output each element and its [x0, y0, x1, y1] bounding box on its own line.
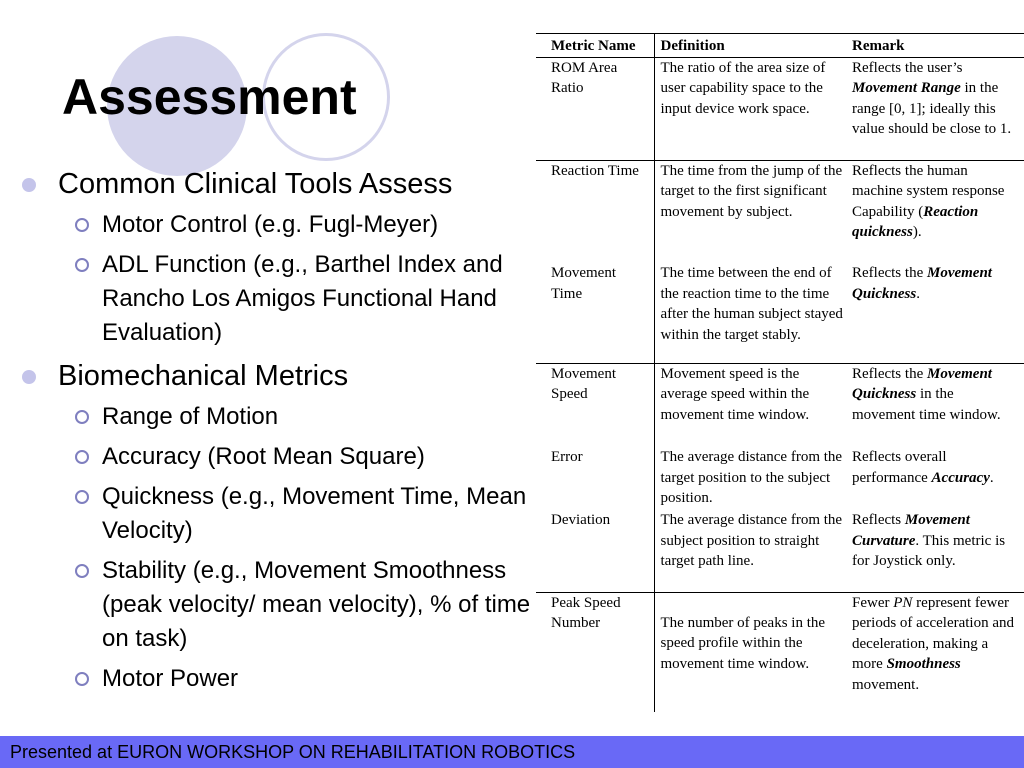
table-row [536, 592, 1024, 712]
metrics-table [536, 33, 1024, 712]
header-remark: Remark [848, 34, 1024, 58]
sub-bullet-text: Range of Motion [102, 403, 279, 430]
bullet-list [22, 160, 534, 696]
sub-bullet-ring-icon [75, 490, 89, 504]
remark-cell: Reflects the human machine system response Capability (Reaction quickness). [852, 162, 1005, 240]
bullet-biomechanical-metrics [22, 358, 534, 394]
sub-bullet-ring-icon [75, 410, 89, 424]
table-row [536, 57, 1024, 160]
sub-bullet-motor-control [22, 208, 534, 242]
remark-cell: Reflects the Movement Quickness. [848, 263, 1024, 363]
footer-bar [0, 736, 1024, 768]
metric-cell: Peak Speed Number [551, 594, 621, 631]
table-header-row [536, 34, 1024, 58]
sub-bullet-quickness [22, 480, 534, 548]
remark-cell: Reflects the Movement Quickness in the movement time window. [852, 365, 1001, 423]
sub-bullet-ring-icon [75, 672, 89, 686]
sub-bullet-text: Motor Power [102, 665, 239, 692]
definition-cell: The average distance from the target position to the subject position. [654, 447, 848, 510]
sub-bullet-text: Motor Control (e.g. Fugl-Meyer) [102, 211, 439, 238]
metric-cell: Reaction Time [551, 162, 639, 179]
remark-cell: Reflects Movement Curvature. This metric is for Joystick only. [848, 510, 1024, 592]
bullet-text: Biomechanical Metrics [58, 360, 349, 392]
metric-cell: Deviation [536, 510, 654, 592]
sub-bullet-range-of-motion [22, 400, 534, 434]
sub-bullet-text: Stability (e.g., Movement Smoothness (peak velocity/ mean velocity), % of time on task) [102, 557, 531, 652]
sub-bullet-ring-icon [75, 564, 89, 578]
slide-title: Assessment [62, 69, 357, 125]
sub-bullet-accuracy [22, 440, 534, 474]
sub-bullet-text: ADL Function (e.g., Barthel Index and Rancho Los Amigos Functional Hand Evaluation) [102, 251, 503, 346]
metrics-table-image [536, 33, 1024, 736]
bullet-dot-icon [22, 370, 36, 384]
bullet-dot-icon [22, 178, 36, 192]
metric-cell: Movement Time [536, 263, 654, 363]
bullet-text: Common Clinical Tools Assess [58, 168, 453, 200]
remark-cell: Reflects overall performance Accuracy. [852, 449, 994, 486]
sub-bullet-ring-icon [75, 258, 89, 272]
header-definition: Definition [654, 34, 848, 58]
definition-cell: The ratio of the area size of user capability space to the input device work space. [654, 57, 848, 160]
definition-cell: The number of peaks in the speed profile within the movement time window. [654, 592, 848, 712]
sub-bullet-ring-icon [75, 450, 89, 464]
table-row [536, 160, 1024, 263]
metric-cell: Error [551, 449, 583, 465]
remark-cell: Fewer PN represent fewer periods of acceleration and deceleration, making a more Smoothness movement. [852, 594, 1015, 693]
table-row [536, 263, 1024, 363]
table-row [536, 510, 1024, 592]
sub-bullet-motor-power [22, 662, 534, 696]
table-row [536, 447, 1024, 510]
sub-bullet-stability [22, 554, 534, 656]
sub-bullet-ring-icon [75, 218, 89, 232]
definition-cell: The time between the end of the reaction time to the time after the human subject stayed within the target stably. [654, 263, 848, 363]
table-row [536, 363, 1024, 447]
definition-cell: Movement speed is the average speed within the movement time window. [654, 363, 848, 447]
remark-cell: Reflects the user’s Movement Range in the range [0, 1]; ideally this value should be close to 1. [848, 57, 1024, 160]
metric-cell: ROM Area Ratio [536, 57, 654, 160]
definition-cell: The time from the jump of the target to the first significant movement by subject. [654, 160, 848, 263]
sub-bullet-text: Accuracy (Root Mean Square) [102, 443, 425, 470]
sub-bullet-adl-function [22, 248, 534, 350]
metric-cell: Movement Speed [551, 365, 616, 402]
definition-cell: The average distance from the subject position to straight target path line. [654, 510, 848, 592]
header-metric-name: Metric Name [536, 34, 654, 58]
sub-bullet-text: Quickness (e.g., Movement Time, Mean Velocity) [102, 483, 527, 544]
bullet-clinical-tools [22, 166, 534, 202]
footer-text: Presented at EURON WORKSHOP ON REHABILITATION ROBOTICS [10, 742, 576, 762]
